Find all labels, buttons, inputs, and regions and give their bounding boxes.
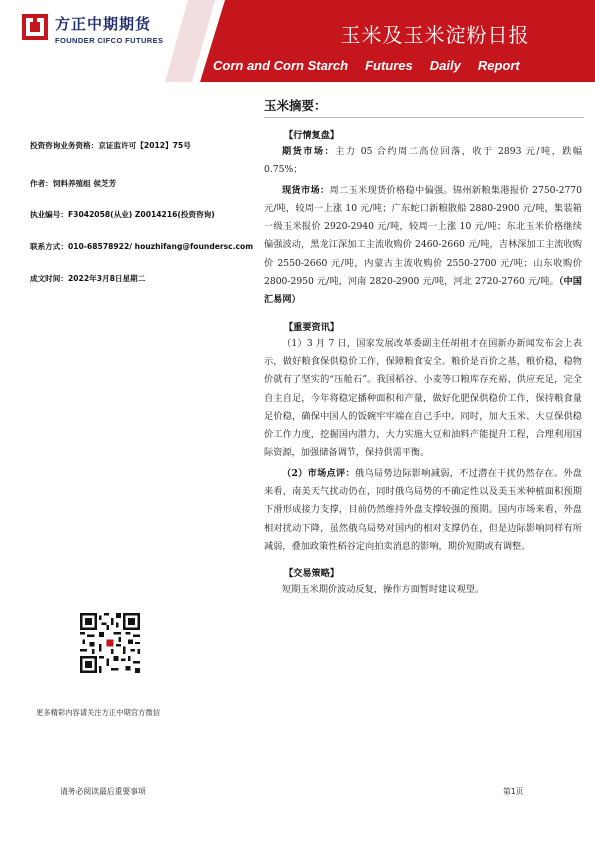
spot-text: 周二玉米现货价格稳中偏强。锦州新粮集港报价 2750-2770 元/吨，较周一上涨 10 元/吨；广东蛇口新粮散船 2880-2900 元/吨，集装箱一级玉米报价 2920-2940 元/吨，较周一上涨 10 元/吨；东北玉米价格继续偏强波动，黑龙江深加工主流收购价 2460-2660 元/吨，吉林深加工主流收购价 2550-2660 元/吨，内蒙古主流收购价 2550-2700 元/吨；山东收购价 2800-2950 元/吨，河南 2820-2900 元/吨，河北 2720-2760 元/吨。	[264, 184, 582, 288]
news-heading: 【重要资讯】	[284, 321, 340, 333]
strategy-text: 短期玉米期价波动反复，操作方面暂时建议观望。	[282, 584, 485, 596]
spot-label: 现货市场：	[282, 184, 330, 196]
futures-label: 期货市场：	[282, 146, 336, 157]
qr-caption: 更多精彩内容请关注方正中期官方微信	[36, 708, 161, 717]
subtitle-word: Daily	[429, 58, 461, 73]
company-logo-icon	[22, 14, 48, 40]
report-header	[0, 0, 595, 82]
market-comment-text: 俄乌局势边际影响减弱，不过潜在干扰仍然存在。外盘来看，南美天气扰动仍在，同时俄乌局势的不确定性以及美玉米种植面积预期下滑形成接力支撑，目前仍然维持外盘支撑较强的预期。国内市场来看，外盘相对扰动下降，虽然俄乌局势对国内的相对支撑仍在，但是边际影响同样有所减弱，叠加政策性稻谷定向拍卖消息的影响，期价短期或有调整。	[264, 467, 582, 552]
main-content	[264, 96, 582, 600]
date-text: 成文时间：2022年3月8日星期二	[30, 274, 146, 283]
company-name-cn: 方正中期期货	[55, 15, 152, 33]
footer-disclaimer: 请务必阅读最后重要事项	[60, 787, 146, 796]
contact-text: 联系方式：010-68578922/ houzhifang@foundersc.com	[30, 242, 254, 251]
wechat-qr-code	[80, 613, 140, 673]
spot-source: （中国汇易网）	[264, 276, 582, 306]
news-item-1: （1）3 月 7 日，国家发展改革委副主任胡祖才在国新办新闻发布会上表示，做好粮食保供稳价工作，保障粮食安全。粮价是百价之基，粮价稳，稳物价就有了坚实的“压舱石”。我国稻谷、小麦等口粮库存充裕、供应充足，完全自主自足，今年将稳定播种面积和产量，做好化肥保供稳价工作，保持粮食量足价稳，确保中国人的饭碗牢牢端在自己手中。同时，加大玉米、大豆保供稳价工作力度，挖掘国内潜力，大力实施大豆和油料产能提升工程，合理利用国际资源，加强储备调节，保持供需平衡。	[264, 337, 582, 459]
spot-paragraph	[264, 182, 582, 310]
futures-text: 主力 05 合约周二高位回落，收于 2893 元/吨，跌幅 0.75%；	[264, 146, 583, 176]
company-name-en: FOUNDER CIFCO FUTURES	[55, 36, 164, 45]
futures-paragraph	[264, 143, 582, 180]
page-number: 第1页	[503, 787, 524, 796]
subtitle-word: Futures	[365, 58, 413, 73]
qualification-text: 投资咨询业务资格：京证监许可【2012】75号	[30, 141, 191, 150]
license-text: 执业编号：F3042058(从业) Z0014216(投资咨询)	[30, 210, 215, 219]
report-title: 玉米及玉米淀粉日报	[340, 23, 530, 47]
subtitle-word: Corn and Corn Starch	[213, 58, 349, 73]
market-comment-label: （2）市场点评：	[282, 467, 355, 479]
market-review-heading: 【行情复盘】	[284, 130, 340, 141]
author-text: 作者：饲料养殖组 侯芝芳	[30, 179, 117, 188]
report-subtitle	[213, 58, 573, 73]
summary-title: 玉米摘要：	[264, 96, 584, 118]
subtitle-word: Report	[477, 58, 520, 73]
news-item-2	[264, 465, 582, 556]
strategy-heading: 【交易策略】	[284, 568, 340, 580]
